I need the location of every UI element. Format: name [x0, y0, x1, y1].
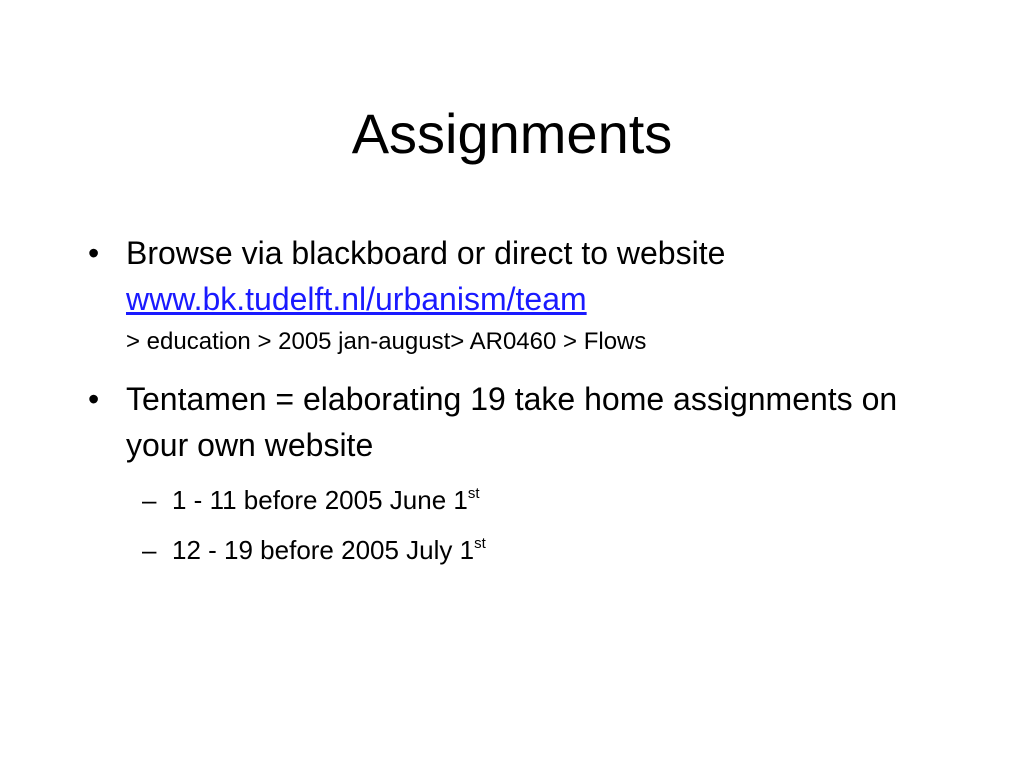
bullet-content — [126, 230, 968, 362]
bullet-item — [88, 376, 968, 468]
sub-bullet-text: 1 - 11 before 2005 June 1 — [172, 485, 468, 515]
sub-bullet-marker: – — [142, 535, 157, 565]
sub-bullet-text: 12 - 19 before 2005 July 1 — [172, 535, 475, 565]
sub-bullet-content — [172, 482, 942, 518]
bullet-content — [126, 376, 968, 468]
website-link[interactable]: www.bk.tudelft.nl/urbanism/team — [126, 281, 587, 317]
navigation-path: > education > 2005 jan-august> AR0460 > Flows — [126, 328, 647, 355]
bullet-marker: • — [88, 381, 100, 417]
bullet-text: Tentamen = elaborating 19 take home assignments on your own website — [126, 381, 898, 463]
sub-bullet-item — [142, 532, 942, 568]
sub-bullet-item — [142, 482, 942, 518]
ordinal-suffix: st — [467, 485, 480, 502]
bullet-marker: • — [88, 235, 100, 271]
sub-bullet-marker: – — [142, 485, 157, 515]
ordinal-suffix: st — [474, 535, 486, 552]
bullet-item — [88, 230, 968, 362]
slide-title: Assignments — [351, 102, 673, 165]
sub-bullet-content — [172, 532, 942, 568]
bullet-text: Browse via blackboard or direct to website — [126, 235, 726, 271]
